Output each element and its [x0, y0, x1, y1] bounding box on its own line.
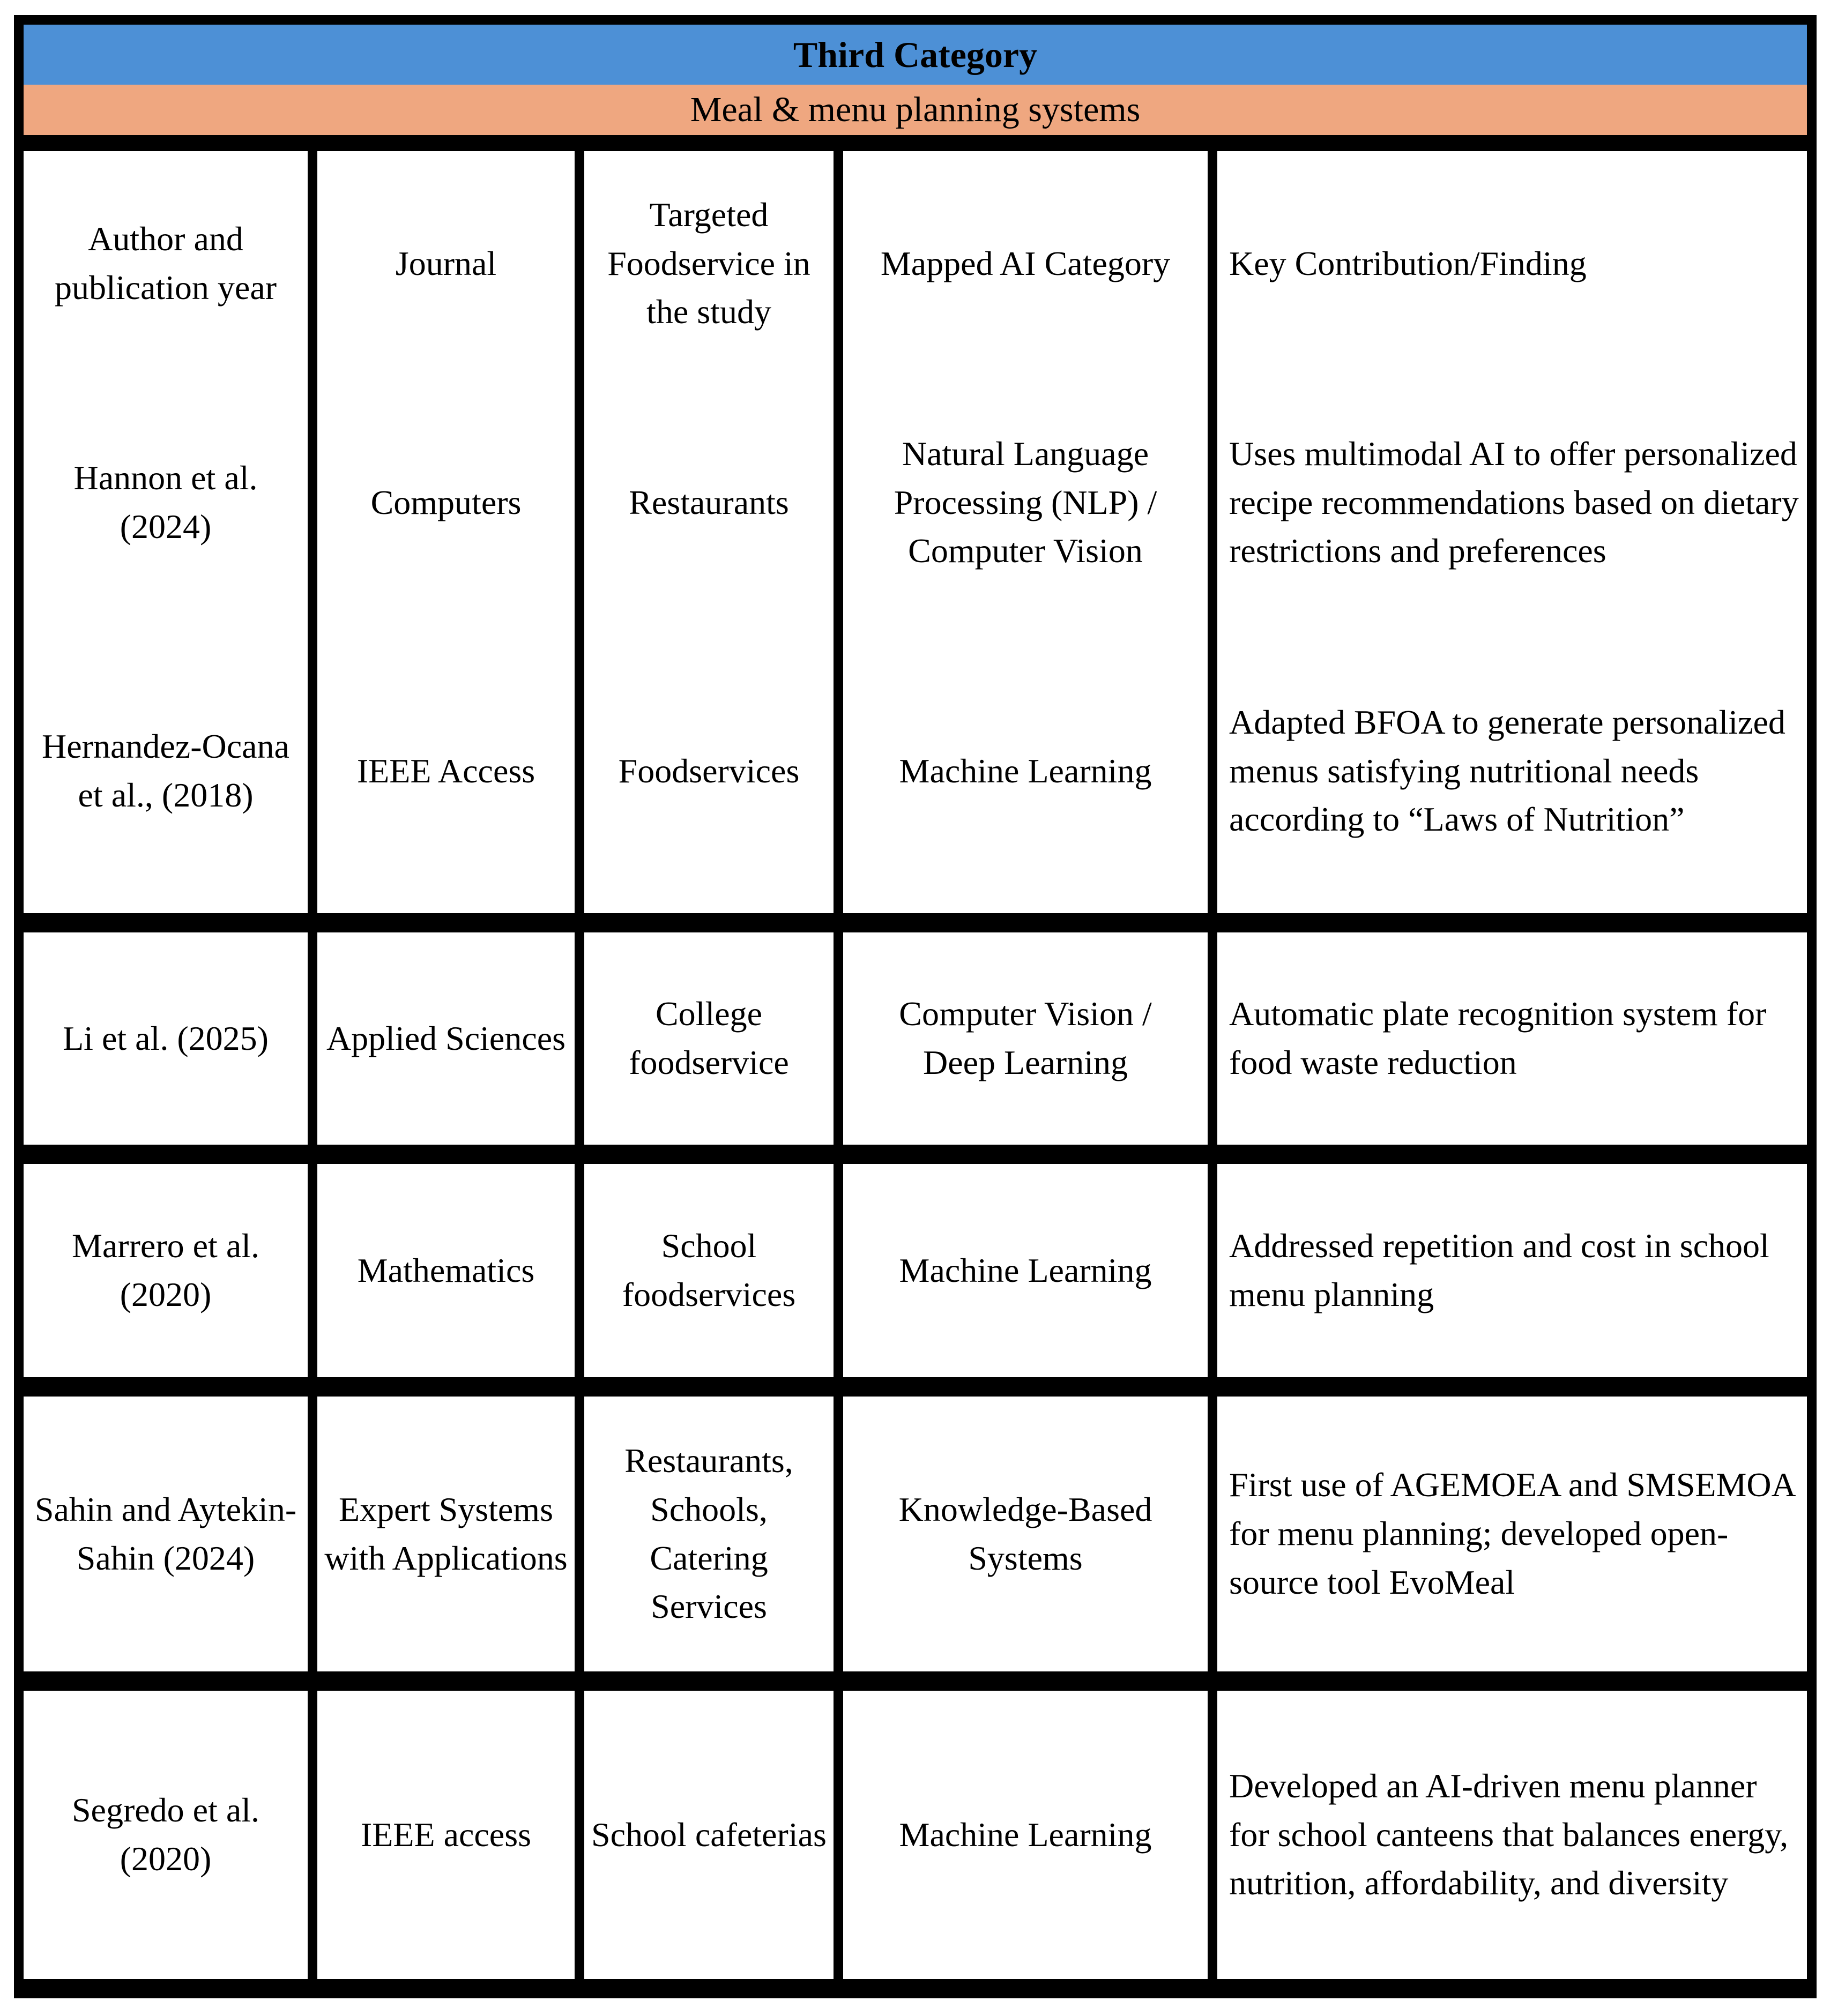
column-foodservice — [584, 151, 843, 913]
header-cell-author: Author and publication year — [54, 220, 277, 307]
cell-foodservice: College foodservice — [584, 932, 843, 1145]
header-cell-journal: Journal — [395, 244, 497, 282]
cell-journal: IEEE Access — [356, 751, 535, 790]
table-subtitle-band — [24, 85, 1807, 151]
column-author — [24, 151, 317, 913]
cell-foodservice: Restaurants, Schools, Catering Services — [584, 1397, 843, 1671]
column-ai-category — [843, 151, 1217, 913]
cell-contribution: Uses multimodal AI to offer personalized recipe recommendations based on dietary restrictions and preferences — [1229, 434, 1799, 570]
table-row — [24, 913, 1807, 1145]
cell-ai-category: Natural Language Processing (NLP) / Computer Vision — [894, 434, 1157, 570]
cell-author: Sahin and Aytekin-Sahin (2024) — [24, 1397, 317, 1671]
cell-contribution: Addressed repetition and cost in school menu planning — [1229, 1227, 1769, 1313]
cell-contribution: Automatic plate recognition system for food waste reduction — [1229, 995, 1767, 1081]
cell-contribution: Adapted BFOA to generate personalized menus satisfying nutritional needs according to “Laws of Nutrition” — [1229, 703, 1785, 839]
cell-journal: Computers — [370, 483, 522, 521]
table-subtitle: Meal & menu planning systems — [690, 90, 1141, 129]
table-row — [24, 1377, 1807, 1671]
cell-ai-category: Machine Learning — [899, 751, 1152, 790]
cell-ai-category: Computer Vision / Deep Learning — [843, 932, 1217, 1145]
cell-foodservice: Foodservices — [618, 751, 800, 790]
cell-author: Marrero et al. (2020) — [24, 1164, 317, 1377]
cell-author: Hernandez-Ocana et al., (2018) — [42, 727, 289, 814]
cell-author: Hannon et al. (2024) — [73, 459, 258, 546]
cell-author: Segredo et al. (2020) — [24, 1691, 317, 1979]
cell-ai-category: Machine Learning — [843, 1691, 1217, 1979]
cell-journal: Expert Systems with Applications — [317, 1397, 584, 1671]
cell-ai-category: Knowledge-Based Systems — [843, 1397, 1217, 1671]
column-journal — [317, 151, 584, 913]
cell-journal: Applied Sciences — [317, 932, 584, 1145]
literature-review-table — [14, 15, 1817, 1998]
cell-contribution: First use of AGEMOEA and SMSEMOA for menu planning; developed open-source tool EvoMeal — [1229, 1466, 1795, 1601]
cell-foodservice: School foodservices — [584, 1164, 843, 1377]
cell-foodservice: School cafeterias — [584, 1691, 843, 1979]
cell-contribution: Developed an AI-driven menu planner for school canteens that balances energy, nutrition, affordability, and diversity — [1229, 1766, 1789, 1902]
column-contribution — [1217, 151, 1823, 913]
table-title-band — [24, 25, 1807, 85]
header-cell-ai-category: Mapped AI Category — [880, 244, 1171, 282]
cell-ai-category: Machine Learning — [843, 1164, 1217, 1377]
table-row — [24, 1671, 1807, 1979]
header-cell-contribution: Key Contribution/Finding — [1229, 244, 1587, 282]
cell-journal: IEEE access — [317, 1691, 584, 1979]
cell-author: Li et al. (2025) — [24, 932, 317, 1145]
cell-foodservice: Restaurants — [629, 483, 789, 521]
table-title: Third Category — [793, 34, 1038, 75]
cell-journal: Mathematics — [317, 1164, 584, 1377]
header-cell-foodservice: Targeted Foodservice in the study — [607, 195, 810, 331]
table-section-header-block — [24, 151, 1807, 913]
table-row — [24, 1145, 1807, 1377]
